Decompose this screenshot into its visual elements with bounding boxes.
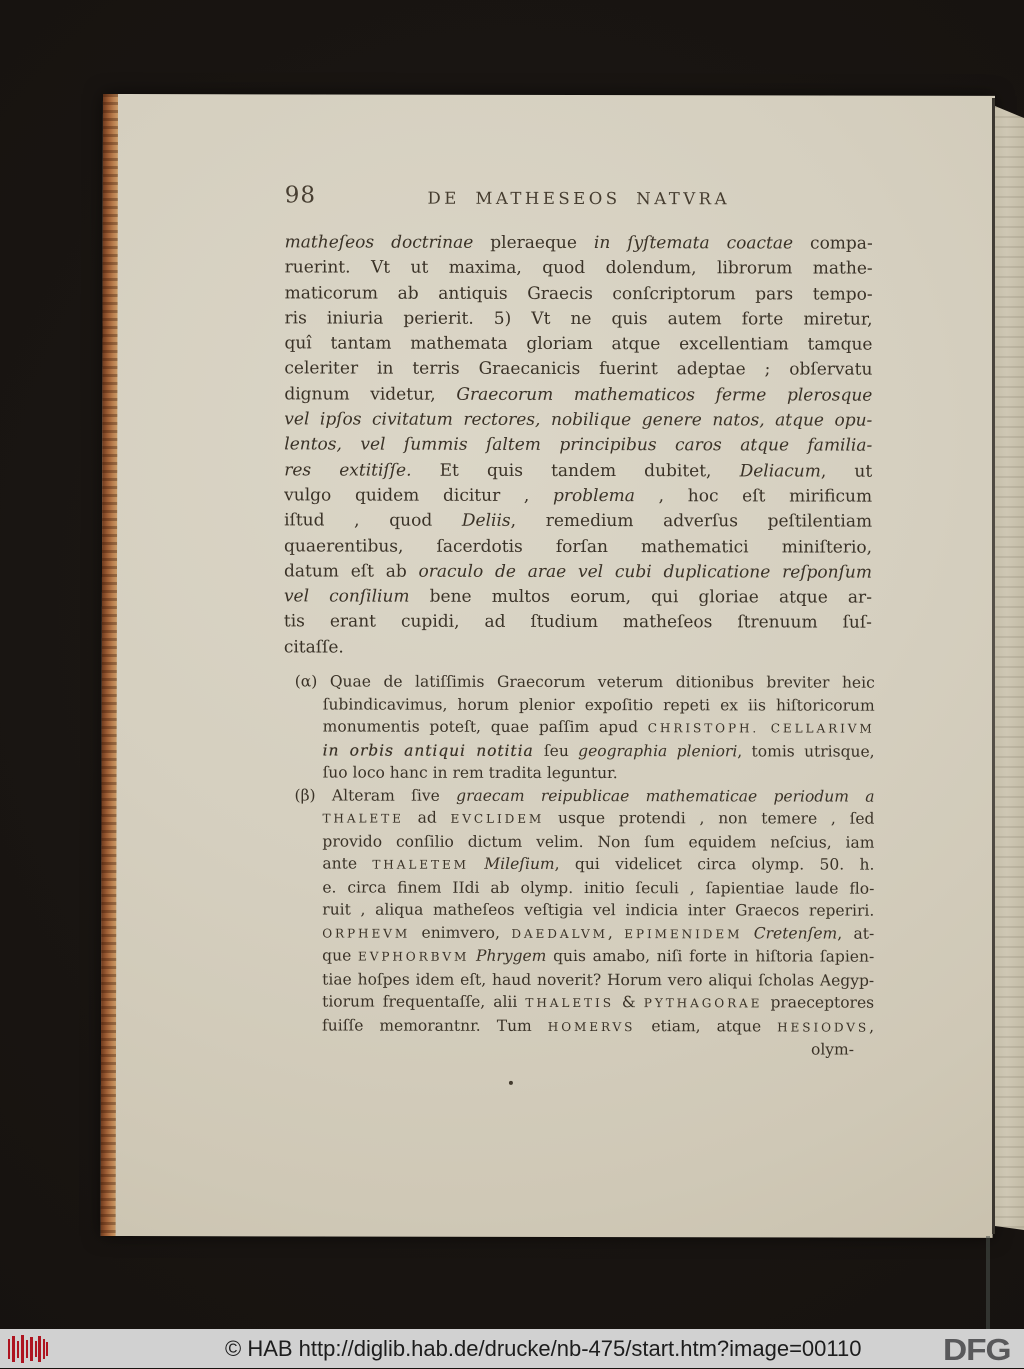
text-segment: etiam, atque [635, 1016, 778, 1035]
fore-edge-strip [995, 106, 1024, 1230]
text-segment: EVCLIDEM [450, 811, 545, 826]
text-line [295, 715, 875, 740]
text-segment: THALETIS [525, 995, 614, 1011]
text-segment: vel ipſos civitatum rectores, nobilique genere natos, atque opu- [284, 409, 873, 431]
text-line [294, 876, 874, 900]
text-segment: dignum videtur, [284, 384, 457, 405]
text-segment: ſubindicavimus, horum plenior expoſitio repeti ex iis hiſtoricorum [322, 694, 875, 715]
text-segment: THALETE [322, 811, 404, 826]
text-segment: THALETEM [372, 857, 469, 872]
text-segment: vulgo quidem dicitur , [284, 485, 554, 506]
text-segment: matheſeos doctrinae [284, 232, 491, 253]
text-segment: , tomis utrisque, [737, 741, 875, 761]
text-segment: Mileſium [484, 854, 555, 873]
text-line [285, 230, 873, 257]
text-segment: ante [322, 854, 373, 873]
text-segment: praeceptores [762, 993, 875, 1012]
text-segment: problema [553, 485, 635, 507]
copyright-url-text: © HAB http://diglib.hab.de/drucke/nb-475/start.htm?image=00110 [225, 1335, 862, 1361]
text-segment: Deliis [461, 511, 511, 532]
text-segment: vel conſilium [283, 586, 430, 607]
text-segment: ſuo loco hanc in rem tradita leguntur. [322, 763, 618, 783]
text-segment: DAEDALVM [511, 926, 608, 941]
text-segment: , remedium adverſus peſtilentiam [510, 511, 873, 532]
text-line [295, 693, 875, 717]
text-segment: provido conſilio dictum velim. Non ſum equidem neſcius, iam [322, 831, 875, 852]
text-segment: citaſſe. [283, 637, 344, 658]
dfg-logo: DFG [942, 1331, 1010, 1367]
text-segment: tiae hoſpes idem eſt, haud noverit? Horum vero aliqui ſcholas Aegyp- [322, 969, 875, 990]
text-segment: (α) Quae de latiſſimis Graecorum veterum ditionibus breviter heic [294, 672, 875, 692]
text-line [284, 458, 872, 485]
text-segment: quî tantam mathemata gloriam atque excellentiam tamque [284, 333, 873, 355]
text-segment: Et quis tandem dubitet, [411, 460, 740, 482]
text-segment: ruit , aliqua matheſeos veſtigia vel indicia inter Graecos reperiri. [322, 900, 875, 920]
text-segment: usque protendi , non temere , ſed [544, 808, 875, 828]
page-edge-left [101, 94, 118, 1236]
footer-bar [0, 1329, 1024, 1368]
text-segment: (β) Alteram ſive [294, 785, 457, 805]
text-segment: in orbis antiqui notitia [322, 740, 544, 760]
text-line [284, 635, 872, 662]
text-segment: quis amabo, niſi forte in hiſtoria ſapien- [546, 946, 875, 966]
text-segment: , at- [837, 924, 875, 943]
text-line [295, 784, 875, 808]
text-segment: enimvero, [410, 923, 512, 942]
page-gutter-line [992, 98, 995, 1234]
text-segment: CHRISTOPH. CELLARIVM [647, 721, 875, 736]
text-segment: lentos, vel ſummis ſaltem principibus caros atque familia- [284, 434, 873, 456]
text-segment: quaerentibus, ſacerdotis forſan mathematici miniſterio, [284, 535, 873, 558]
text-segment: oraculo de arae vel cubi duplicatione reſponſum [418, 561, 873, 583]
text-line [294, 990, 874, 1015]
text-segment: , ut [820, 461, 873, 482]
text-line [294, 968, 874, 992]
text-line [284, 332, 872, 359]
text-segment: , [607, 923, 625, 942]
running-title: DE MATHESEOS NATVRA [427, 188, 731, 209]
text-segment: , [869, 1017, 875, 1036]
text-line [294, 1014, 874, 1039]
text-line [294, 944, 874, 969]
text-line [285, 306, 873, 333]
catchword: olym- [810, 1040, 855, 1059]
text-line [284, 357, 872, 384]
text-segment [742, 924, 753, 942]
text-line [284, 433, 872, 460]
text-segment: HOMERVS [547, 1019, 636, 1034]
text-segment: EPIMENIDEM [624, 926, 743, 941]
text-line [294, 921, 874, 946]
text-line [284, 534, 872, 561]
text-line [295, 739, 875, 763]
text-line [284, 407, 872, 434]
text-segment: graecam reipublicae mathematicae periodum a [456, 786, 875, 806]
text-line [284, 559, 872, 586]
text-segment: e. circa finem IIdi ab olymp. initio ſeculi , ſapientiae laude flo- [322, 877, 875, 898]
text-segment: Deliacum [739, 461, 821, 482]
text-segment: Graecorum mathematicos ferme plerosque [456, 384, 873, 406]
text-segment: Phrygem [476, 946, 547, 965]
ink-speck [509, 1081, 513, 1085]
text-segment: que [322, 946, 359, 965]
footnote-block [294, 670, 875, 1061]
text-line [284, 483, 872, 510]
text-line [294, 852, 874, 877]
text-segment: Cretenſem [753, 923, 838, 943]
text-segment: ORPHEVM [322, 925, 411, 941]
text-line [284, 382, 872, 409]
text-segment: geographia pleniori [578, 741, 738, 760]
text-segment: ad [403, 808, 451, 827]
text-segment: tis erant cupidi, ad ſtudium matheſeos ſtrenuum ſuſ- [283, 611, 872, 634]
text-segment: iſtud , quod [284, 510, 462, 532]
text-segment: HESIODVS [777, 1019, 870, 1035]
text-segment: in ſyſtemata coactae [593, 233, 811, 254]
text-segment: EVPHORBVM [357, 949, 470, 964]
text-line [295, 670, 875, 694]
body-text [284, 230, 873, 661]
text-line [284, 509, 872, 536]
book-page [101, 94, 995, 1238]
text-line [285, 256, 873, 283]
text-line [284, 610, 872, 637]
text-segment: celeriter in terris Graecanicis fuerint adeptae ; obſervatu [284, 358, 873, 381]
text-segment: & [613, 993, 644, 1012]
text-segment: bene multos eorum, qui gloriae atque ar- [429, 586, 872, 608]
text-segment: , qui videlicet circa olymp. 50. h. [554, 854, 875, 874]
text-segment: compa- [810, 233, 873, 254]
text-segment: ruerint. Vt ut maxima, quod dolendum, librorum mathe- [284, 257, 873, 279]
text-line [285, 281, 873, 308]
text-segment: res extitiſſe. [284, 460, 412, 481]
text-line [294, 898, 874, 922]
text-segment: PYTHAGORAE [643, 996, 763, 1011]
text-segment: datum eſt ab [283, 561, 419, 582]
text-line [284, 585, 872, 612]
hab-logo-icon [8, 1335, 48, 1368]
text-segment: , hoc eſt mirificum [634, 486, 873, 507]
text-segment: monumentis poteſt, quae paſſim apud [322, 717, 648, 737]
page-number: 98 [284, 182, 317, 209]
text-segment [469, 855, 484, 873]
text-line [294, 830, 874, 854]
text-segment: ſeu [543, 741, 579, 760]
text-segment: fuiſſe memorantnr. Tum [322, 1015, 548, 1035]
text-segment: ris iniuria perierit. 5) Vt ne quis autem forte miretur, [284, 308, 873, 330]
text-segment: pleraeque [490, 232, 594, 254]
text-line [295, 761, 875, 785]
text-segment: maticorum ab antiquis Graecis conſcriptorum pars tempo- [284, 282, 873, 305]
scanner-edge-line [986, 1236, 990, 1331]
text-line [294, 806, 874, 831]
text-segment: tiorum frequentaſſe, alii [322, 992, 526, 1011]
